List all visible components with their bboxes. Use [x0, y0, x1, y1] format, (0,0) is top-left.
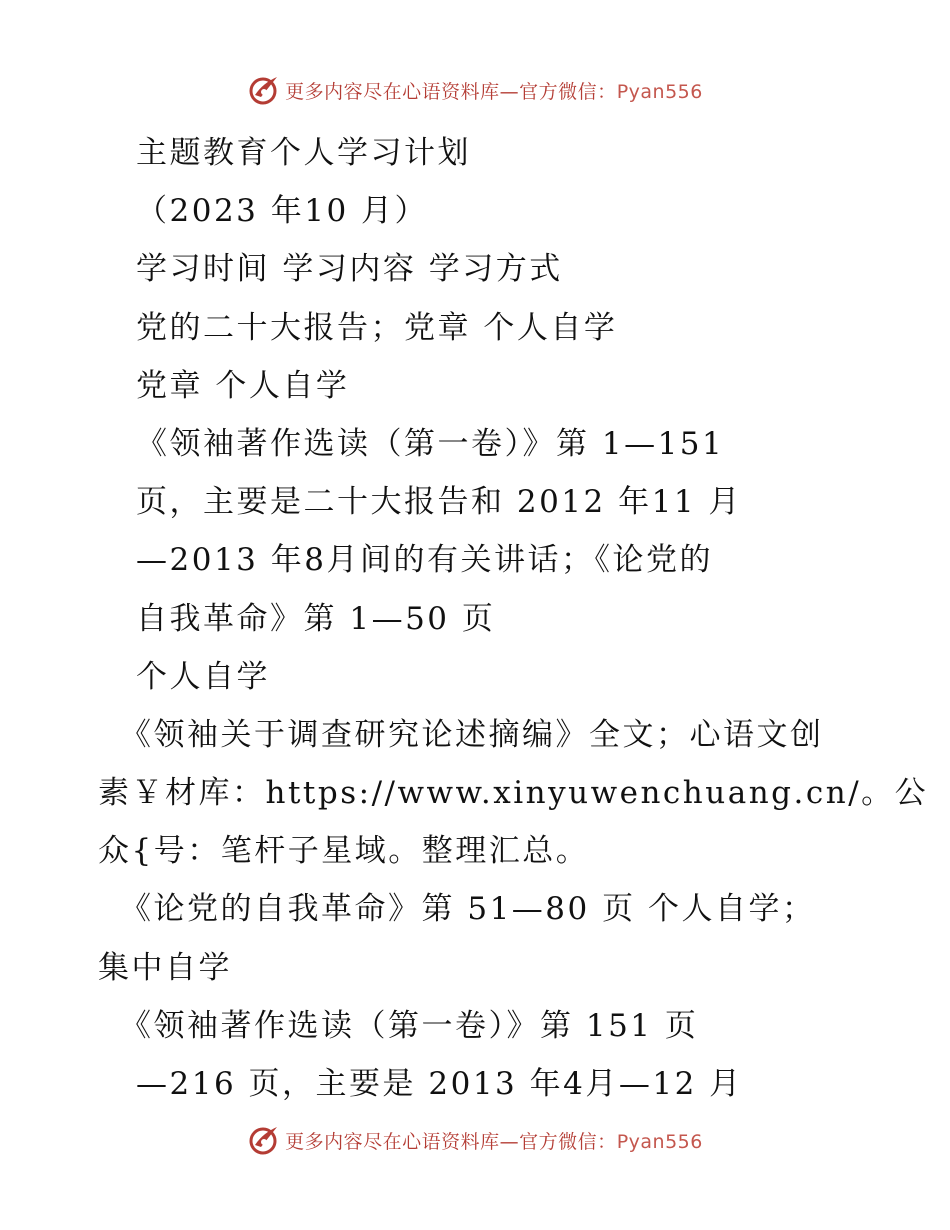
document-line: 党的二十大报告；党章 个人自学 — [136, 309, 618, 346]
document-body — [0, 124, 950, 1113]
brush-pen-logo-icon — [247, 1123, 281, 1157]
document-title: 主题教育个人学习计划 — [136, 135, 471, 171]
document-line: 素￥材库：https://www.xinyuwenchuang.cn/。公 — [98, 775, 929, 812]
banner-site-text: 更多内容尽在心语资料库 — [285, 1130, 500, 1153]
document-line: 众{号：笔杆子星域。整理汇总。 — [98, 833, 590, 870]
document-line: 自我革命》第 1—50 页 — [136, 600, 496, 637]
footer-watermark-banner — [0, 1120, 950, 1160]
document-line: 党章 个人自学 — [136, 367, 350, 404]
document-line: —2013 年8月间的有关讲话；《论党的 — [136, 542, 713, 579]
banner-handle: Pyan556 — [616, 1130, 703, 1153]
banner-site-text: 更多内容尽在心语资料库 — [285, 80, 500, 103]
document-line: 集中自学 — [98, 949, 232, 986]
document-line: 页，主要是二十大报告和 2012 年11 月 — [136, 484, 742, 521]
banner-official-label: 官方微信： — [519, 80, 617, 103]
document-line: 《论党的自我革命》第 51—80 页 个人自学； — [120, 891, 816, 928]
brush-pen-logo-icon — [247, 73, 281, 107]
document-line: 《领袖著作选读（第一卷）》第 1—151 — [136, 425, 725, 462]
banner-handle: Pyan556 — [616, 80, 703, 103]
document-line: 个人自学 — [136, 658, 270, 695]
document-line: 《领袖关于调查研究论述摘编》全文；心语文创 — [120, 716, 824, 753]
document-line: 学习时间 学习内容 学习方式 — [136, 251, 563, 288]
document-line: —216 页，主要是 2013 年4月—12 月 — [136, 1066, 743, 1102]
banner-official-label: 官方微信： — [519, 1130, 617, 1153]
document-line: 《领袖著作选读（第一卷）》第 151 页 — [120, 1007, 699, 1044]
header-watermark-banner — [0, 70, 950, 110]
document-line: （2023 年10 月） — [136, 193, 429, 230]
banner-separator: — — [499, 80, 520, 103]
banner-separator: — — [499, 1130, 520, 1153]
